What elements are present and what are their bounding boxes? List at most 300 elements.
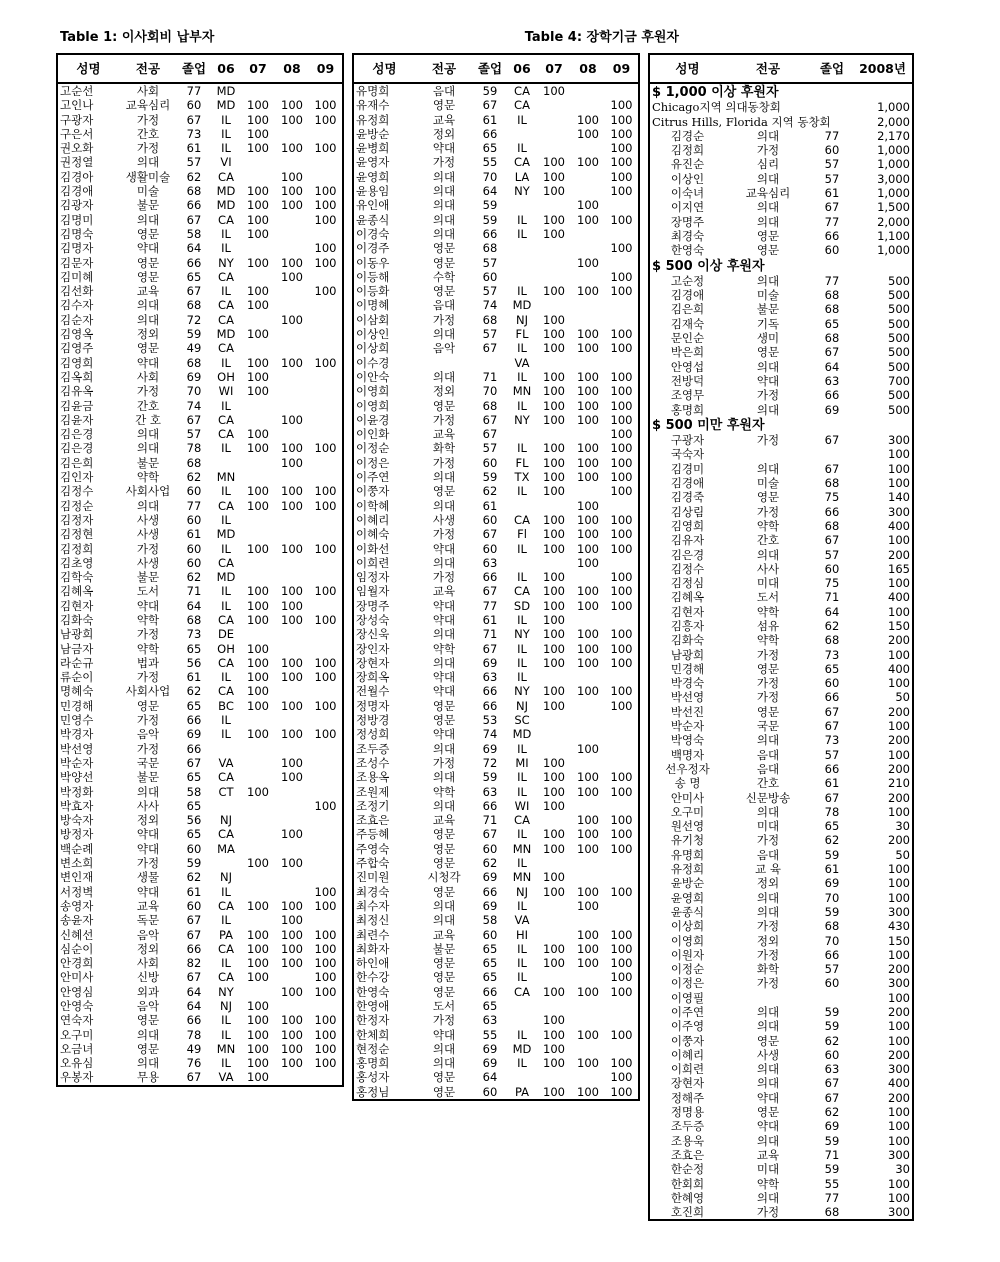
cell-name: 라순규: [60, 655, 94, 670]
cell-name: 유정희: [670, 862, 705, 877]
cell-07: [571, 856, 605, 870]
cell-name: 김수자: [60, 298, 94, 313]
cell-07: [275, 684, 309, 698]
table-row: [649, 433, 913, 447]
table-row: [353, 928, 639, 942]
cell-amount: 210: [888, 776, 910, 791]
table-row: [353, 656, 639, 670]
cell-grad: 67: [824, 345, 840, 360]
table-row: [649, 1191, 913, 1205]
cell-07: [275, 384, 309, 398]
cell-08: 100: [314, 184, 337, 199]
cell-state: IL: [517, 441, 527, 456]
cell-name: 안영심: [60, 984, 94, 999]
table-row: [649, 848, 913, 862]
cell-major: 약학: [756, 518, 780, 533]
cell-07: 100: [577, 741, 599, 756]
cell-grad: 77: [824, 273, 840, 288]
cell-name: 장성숙: [356, 612, 390, 627]
cell-amount: 100: [888, 1033, 910, 1048]
col-08: 08: [275, 54, 309, 83]
cell-grad: 78: [824, 804, 840, 819]
cell-06: [537, 256, 571, 270]
cell-state: IL: [517, 484, 527, 499]
cell-name: 김경순: [670, 128, 705, 143]
cell-07: 100: [577, 541, 599, 556]
cell-amount: 200: [888, 547, 910, 562]
cell-major: 미술: [136, 184, 160, 199]
cell-name: 김혜옥: [60, 584, 94, 599]
cell-07: [571, 870, 605, 884]
cell-major: 불문: [136, 570, 160, 585]
cell-08: 100: [610, 1070, 633, 1085]
cell-08: [309, 370, 343, 384]
table-row: [353, 141, 639, 155]
table-row: [57, 1056, 343, 1070]
cell-state: IL: [221, 1027, 231, 1042]
cell-06: [241, 470, 275, 484]
cell-state: IL: [517, 369, 527, 384]
cell-name: 김영희: [670, 518, 705, 533]
cell-07: [275, 513, 309, 527]
cell-amount: 150: [888, 933, 910, 948]
cell-major: 영문: [432, 827, 456, 842]
cell-major: 약대: [432, 598, 456, 613]
cell-state: [507, 1070, 537, 1084]
table-row: [57, 470, 343, 484]
cell-major: 가정: [136, 541, 160, 556]
cell-state: IL: [517, 1056, 527, 1071]
cell-06: 100: [543, 412, 565, 427]
table-row: [353, 799, 639, 813]
cell-06: 100: [543, 1041, 565, 1056]
cell-state: [507, 241, 537, 255]
cell-07: 100: [577, 412, 599, 427]
cell-major: 교육: [136, 898, 160, 913]
cell-major: 의대: [136, 298, 160, 313]
cell-07: 100: [577, 956, 599, 971]
cell-name: 김광자: [60, 198, 94, 213]
cell-name: 최정신: [356, 913, 390, 928]
cell-grad: 61: [824, 776, 840, 791]
cell-name: 이명혜: [356, 298, 390, 313]
cell-name: 안영숙: [60, 999, 94, 1013]
cell-state: MD: [216, 527, 236, 542]
cell-07: [275, 527, 309, 541]
table-row: [649, 374, 913, 388]
cell-grad: 64: [186, 241, 202, 256]
cell-major: 의대: [756, 904, 780, 919]
cell-06: [241, 870, 275, 884]
cell-06: 100: [247, 384, 269, 399]
cell-major: 영문: [136, 1041, 160, 1056]
cell-amount: 400: [888, 518, 910, 533]
cell-grad: 67: [186, 755, 202, 770]
cell-grad: 59: [824, 1162, 840, 1177]
cell-06: [537, 899, 571, 913]
cell-name: 국숙자: [670, 447, 705, 462]
cell-amount: 100: [888, 461, 910, 476]
cell-grad: 66: [186, 255, 202, 270]
table-row: [649, 1076, 913, 1090]
cell-grad: 66: [824, 947, 840, 962]
cell-grad: 64: [482, 184, 498, 199]
cell-state: IL: [517, 141, 527, 156]
cell-name: 임월자: [356, 584, 390, 599]
col-09: 09: [309, 54, 343, 83]
cell-name: 심순이: [60, 941, 94, 956]
cell-07: 100: [577, 198, 599, 213]
cell-state: IL: [221, 355, 231, 370]
cell-07: [571, 184, 605, 198]
cell-08: [309, 384, 343, 398]
cell-name: 이상희: [670, 919, 705, 934]
cell-major: 교육: [432, 813, 456, 828]
cell-07: [571, 427, 605, 441]
cell-name: Citrus Hills, Florida 지역 동창회: [652, 114, 831, 129]
cell-state: NY: [514, 412, 530, 427]
cell-08: [605, 913, 639, 927]
cell-08: 100: [314, 241, 337, 256]
cell-state: IL: [517, 1027, 527, 1042]
cell-major: 불문: [136, 770, 160, 785]
cell-name: 박정화: [60, 784, 94, 799]
cell-name: 이학혜: [356, 498, 390, 513]
cell-08: [605, 556, 639, 570]
cell-amount: 200: [888, 962, 910, 977]
cell-amount: 100: [888, 990, 910, 1005]
cell-state: IL: [221, 398, 231, 413]
cell-amount: 200: [888, 1005, 910, 1019]
cell-name: 고순선: [60, 84, 94, 98]
cell-state: CA: [218, 341, 234, 356]
table-row: [353, 570, 639, 584]
cell-08: [309, 756, 343, 770]
table-row: [57, 198, 343, 212]
table-row: [353, 413, 639, 427]
cell-07: 100: [577, 1084, 599, 1099]
cell-06: [537, 813, 571, 827]
cell-grad: 67: [824, 433, 840, 448]
cell-major: 섬유: [756, 618, 780, 633]
cell-grad: 67: [482, 341, 498, 356]
table-row: [57, 756, 343, 770]
cell-name: 이윤경: [356, 412, 390, 427]
cell-major: 교 육: [755, 862, 781, 877]
cell-06: 100: [543, 84, 565, 98]
table-row: [649, 1062, 913, 1076]
cell-state: PA: [218, 927, 234, 942]
cell-major: 영문: [432, 98, 456, 113]
table-row: [353, 227, 639, 241]
cell-name: 최경숙: [356, 884, 390, 899]
table-row: [57, 727, 343, 741]
cell-name: 김영희: [60, 355, 94, 370]
cell-07: 100: [577, 255, 599, 270]
cell-grad: 61: [186, 527, 202, 542]
cell-08: 100: [314, 898, 337, 913]
cell-grad: 57: [482, 327, 498, 342]
cell-state: IL: [221, 126, 231, 141]
cell-major: 의대: [756, 733, 780, 748]
cell-name: 최화자: [356, 941, 390, 956]
cell-name: 안경희: [60, 956, 94, 971]
cell-major: 간호: [756, 533, 780, 548]
cell-08: [309, 427, 343, 441]
cell-grad: 65: [186, 698, 202, 713]
cell-08: 100: [610, 941, 633, 956]
cell-06: [241, 770, 275, 784]
cell-08: 100: [610, 512, 633, 527]
cell-major: 영문: [432, 255, 456, 270]
cell-grad: 66: [482, 798, 498, 813]
table-row: [353, 913, 639, 927]
cell-06: 100: [247, 1070, 269, 1085]
cell-name: 호진희: [670, 1205, 705, 1220]
cell-07: 100: [577, 555, 599, 570]
cell-07: 100: [281, 827, 303, 842]
cell-grad: 63: [482, 784, 498, 799]
cell-state: CA: [218, 770, 234, 785]
cell-name: 우봉자: [60, 1070, 94, 1085]
table-row: [649, 619, 913, 633]
cell-06: [241, 399, 275, 413]
cell-major: 교육심리: [745, 186, 791, 201]
cell-08: [605, 613, 639, 627]
cell-state: CA: [218, 298, 234, 313]
cell-major: 의대: [756, 1076, 780, 1091]
cell-07: 100: [577, 770, 599, 785]
cell-major: 불문: [756, 302, 780, 317]
cell-grad: 60: [186, 555, 202, 570]
cell-major: 가정: [756, 947, 780, 962]
cell-state: [507, 270, 537, 284]
cell-08: [309, 456, 343, 470]
table-row: [57, 813, 343, 827]
cell-major: 사사: [136, 798, 160, 813]
cell-name: 송 명: [674, 776, 701, 791]
cell-08: [605, 727, 639, 741]
cell-06: 100: [247, 198, 269, 213]
cell-08: 100: [610, 384, 633, 399]
cell-06: 100: [543, 1084, 565, 1099]
table-row: [57, 298, 343, 312]
table-row: [353, 1085, 639, 1100]
cell-major: 의대: [756, 1005, 780, 1019]
table1-head: [57, 54, 343, 83]
cell-grad: 78: [186, 1027, 202, 1042]
cell-name: 김은경: [670, 547, 705, 562]
cell-state: CA: [218, 212, 234, 227]
table-row: [57, 499, 343, 513]
cell-grad: 59: [186, 856, 202, 871]
cell-major: 약대: [756, 1090, 780, 1105]
cell-name: 김정순: [60, 498, 94, 513]
cell-08: 100: [610, 112, 633, 127]
cell-grad: 66: [824, 504, 840, 519]
cell-08: [605, 227, 639, 241]
cell-08: 100: [610, 369, 633, 384]
cell-state: CT: [218, 784, 234, 799]
cell-major: 의대: [432, 169, 456, 184]
cell-name: 한체희: [356, 1027, 390, 1042]
cell-07: [275, 284, 309, 298]
table-row: [353, 113, 639, 127]
cell-grad: 66: [824, 228, 840, 243]
cell-08: [605, 756, 639, 770]
cell-amount: [853, 83, 913, 100]
cell-08: 100: [314, 970, 337, 985]
cell-grad: 66: [824, 388, 840, 403]
cell-major: 약대: [756, 373, 780, 388]
cell-major: 영문: [432, 1084, 456, 1099]
cell-state: MN: [216, 470, 236, 485]
cell-grad: 60: [824, 143, 840, 158]
table-row: [57, 942, 343, 956]
cell-amount: 100: [888, 747, 910, 762]
table-1: [56, 53, 344, 1087]
cell-amount: 100: [888, 676, 910, 691]
cell-grad: 57: [824, 547, 840, 562]
cell-07: 100: [577, 398, 599, 413]
table-row: [649, 891, 913, 905]
cell-grad: 68: [824, 919, 840, 934]
cell-07: 100: [281, 141, 303, 156]
cell-grad: 57: [482, 284, 498, 299]
table-row: [353, 513, 639, 527]
cell-grad: 66: [186, 941, 202, 956]
cell-08: 100: [610, 184, 633, 199]
cell-grad: 62: [186, 684, 202, 699]
cell-07: 100: [577, 384, 599, 399]
cell-name: 김경애: [670, 288, 705, 303]
cell-name: 정성희: [356, 727, 390, 742]
cell-state: [211, 742, 241, 756]
cell-06: 100: [543, 441, 565, 456]
cell-state: CA: [514, 813, 530, 828]
cell-major: 영문: [432, 984, 456, 999]
cell-amount: 30: [895, 819, 910, 834]
cell-07: 100: [577, 813, 599, 828]
cell-name: 민경해: [60, 698, 94, 713]
cell-07: 100: [281, 1027, 303, 1042]
col-name: 성명: [57, 54, 119, 83]
cell-grad: 67: [824, 200, 840, 215]
cell-08: [309, 170, 343, 184]
cell-state: [507, 198, 537, 212]
cell-amount: 500: [888, 273, 910, 288]
cell-08: 100: [314, 198, 337, 213]
cell-major: 음대: [756, 847, 780, 862]
donor-tier-label: $ 1,000 이상 후원자: [652, 85, 779, 100]
cell-name: 정명용: [670, 1105, 705, 1120]
cell-06: 100: [247, 369, 269, 384]
table-row: [353, 298, 639, 312]
cell-name: 조용옥: [356, 770, 390, 785]
cell-07: 100: [281, 598, 303, 613]
table-row: [649, 1134, 913, 1148]
cell-08: 100: [314, 255, 337, 270]
cell-name: 박순자: [60, 755, 94, 770]
cell-name: 장현자: [356, 655, 390, 670]
cell-06: [241, 570, 275, 584]
cell-grad: 67: [824, 1076, 840, 1091]
cell-name: 조정기: [356, 798, 390, 813]
table-row: [649, 215, 913, 229]
table-row: [57, 1070, 343, 1085]
table-row: [353, 942, 639, 956]
table-row: [353, 999, 639, 1013]
cell-grad: 60: [824, 976, 840, 991]
cell-name: 조두증: [356, 741, 390, 756]
cell-name: 민영수: [60, 713, 94, 728]
cell-08: [605, 198, 639, 212]
cell-07: 100: [281, 913, 303, 928]
cell-grad: 66: [482, 984, 498, 999]
cell-grad: 67: [186, 412, 202, 427]
cell-08: [309, 327, 343, 341]
cell-amount: [853, 258, 913, 274]
cell-name: 고순정: [670, 273, 705, 288]
cell-state: CA: [218, 498, 234, 513]
cell-07: [571, 756, 605, 770]
cell-06: [537, 856, 571, 870]
cell-08: 100: [610, 527, 633, 542]
cell-name: 김은희: [60, 455, 94, 470]
cell-08: [605, 1042, 639, 1056]
cell-state: CA: [514, 155, 530, 170]
cell-name: 김은경: [60, 441, 94, 456]
table-row: [649, 1119, 913, 1133]
cell-name: 김재숙: [670, 316, 705, 331]
cell-major: 의대: [756, 273, 780, 288]
cell-name: 정명자: [356, 698, 390, 713]
table-row: [57, 270, 343, 284]
cell-07: 100: [577, 527, 599, 542]
cell-major: 약대: [432, 1027, 456, 1042]
cell-name: 이혜리: [670, 1047, 705, 1062]
table-row: [649, 229, 913, 243]
cell-08: [309, 527, 343, 541]
cell-08: [309, 399, 343, 413]
table-row: [353, 384, 639, 398]
cell-07: [571, 570, 605, 584]
cell-grad: 60: [186, 484, 202, 499]
cell-major: 영문: [136, 269, 160, 284]
cell-amount: 400: [888, 1076, 910, 1091]
table4-title: Table 4: 장학기금 후원자: [524, 30, 679, 45]
cell-grad: 57: [186, 427, 202, 442]
cell-08: [309, 513, 343, 527]
cell-06: 100: [543, 470, 565, 485]
cell-07: [571, 141, 605, 155]
table-row: [57, 384, 343, 398]
cell-name: 이쭝자: [670, 1033, 705, 1048]
cell-grad: 66: [186, 713, 202, 728]
cell-07: 100: [577, 369, 599, 384]
cell-major: 약대: [432, 612, 456, 627]
cell-name: 이동우: [356, 255, 390, 270]
col-name: 성명: [649, 54, 725, 83]
cell-grad: 61: [482, 112, 498, 127]
cell-08: 100: [314, 141, 337, 156]
cell-grad: 64: [824, 604, 840, 619]
cell-06: [241, 627, 275, 641]
cell-grad: 66: [824, 690, 840, 705]
cell-07: [571, 999, 605, 1013]
cell-state: IL: [221, 226, 231, 241]
cell-08: [309, 298, 343, 312]
